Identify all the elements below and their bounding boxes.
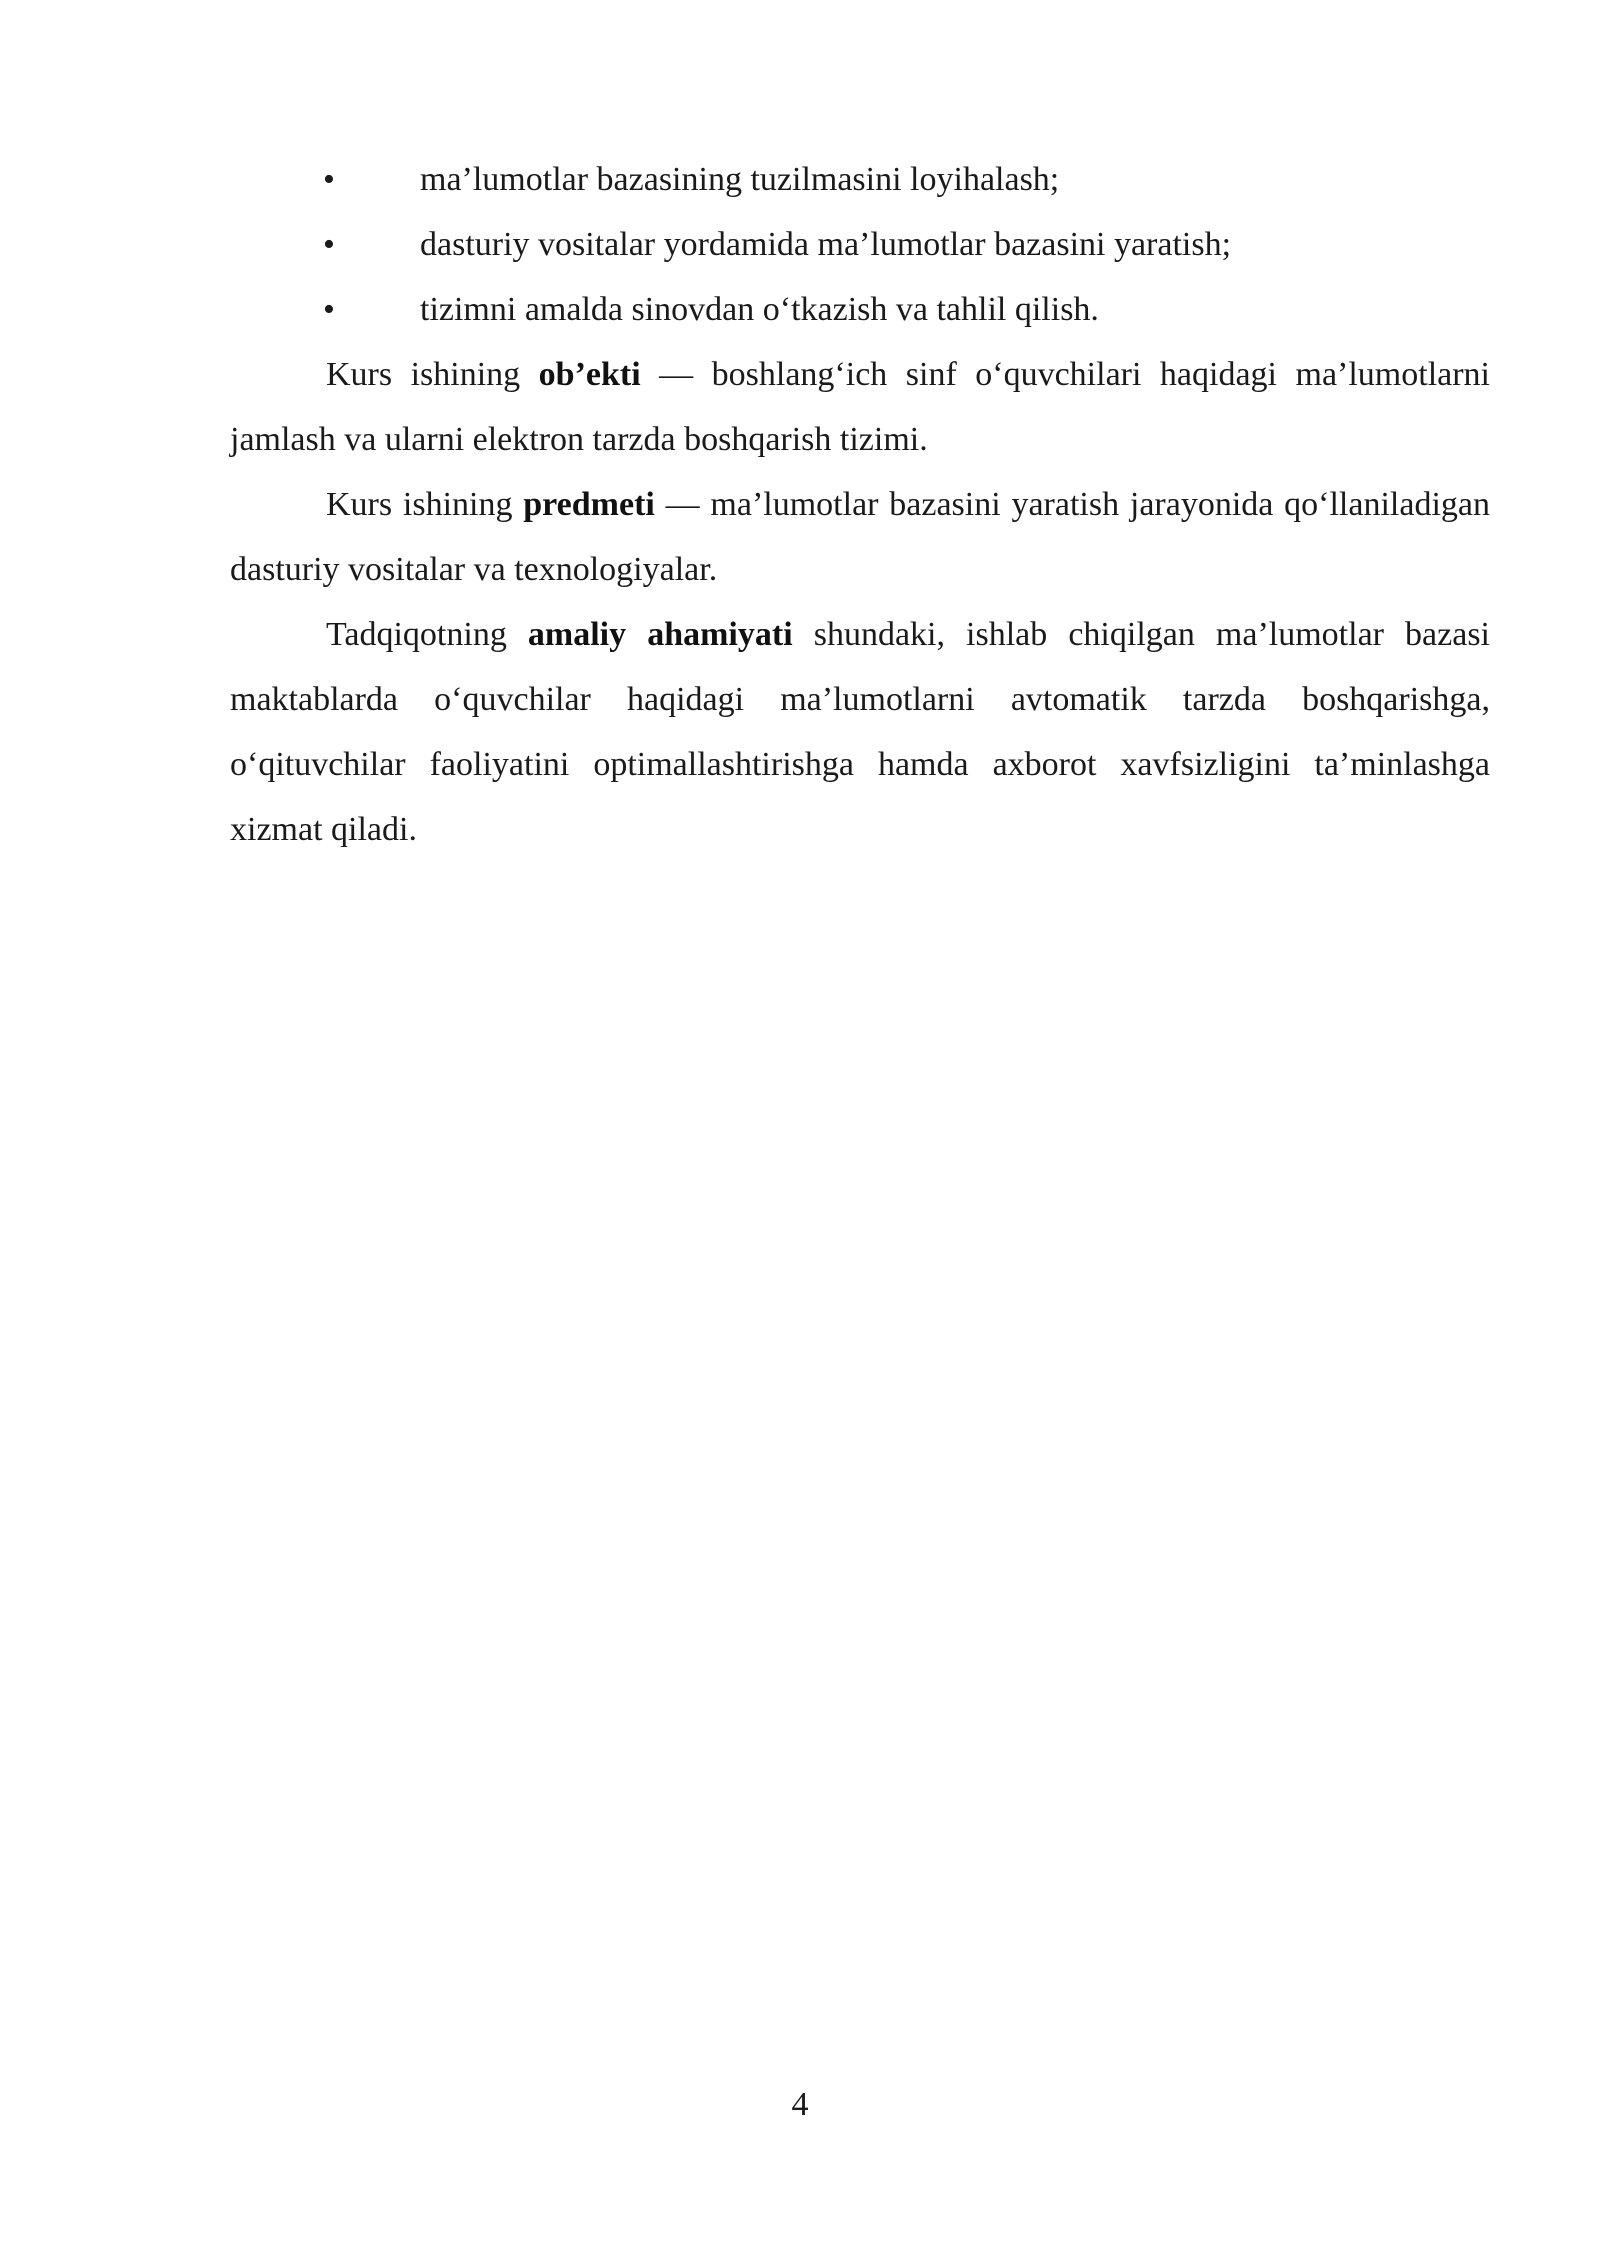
- bullet-icon: •: [323, 226, 335, 263]
- bullet-text: ma’lumotlar bazasining tuzilmasini loyihalash;: [420, 161, 1060, 198]
- paragraph-object: [230, 342, 1490, 472]
- bullet-icon: •: [323, 161, 335, 198]
- paragraph-subject: [230, 472, 1490, 602]
- bullet-list: [230, 147, 1490, 342]
- page-number: 4: [791, 2086, 809, 2123]
- bullet-text: dasturiy vositalar yordamida ma’lumotlar bazasini yaratish;: [420, 226, 1232, 263]
- paragraph-text: — boshlang‘ich sinf o‘quvchilari haqidagi ma’lumotlarni jamlash va ularni elektron tarzda boshqarish tizimi.: [230, 356, 1490, 458]
- bold-term: amaliy ahamiyati: [527, 616, 793, 653]
- paragraph-text: shundaki, ishlab chiqilgan ma’lumotlar bazasi maktablarda o‘quvchilar haqidagi ma’lumotlarni avtomatik tarzda boshqarishga, o‘qituvchilar faoliyatini optimallashtirishga hamda axborot xavfsizligini ta’minlashga xizmat qiladi.: [230, 616, 1490, 848]
- paragraph-text: — ma’lumotlar bazasini yaratish jarayonida qo‘llaniladigan dasturiy vositalar va texnologiyalar.: [230, 486, 1490, 588]
- bold-term: ob’ekti: [538, 356, 641, 393]
- paragraph-text: Kurs ishining: [326, 486, 524, 523]
- bullet-item: [230, 277, 1490, 342]
- page-content: [230, 147, 1490, 862]
- paragraph-text: Kurs ishining: [326, 356, 539, 393]
- bullet-icon: •: [323, 291, 335, 328]
- bullet-item: [230, 147, 1490, 212]
- bold-term: predmeti: [523, 486, 655, 523]
- paragraph-text: Tadqiqotning: [326, 616, 528, 653]
- bullet-text: tizimni amalda sinovdan o‘tkazish va tahlil qilish.: [420, 291, 1099, 328]
- bullet-item: [230, 212, 1490, 277]
- paragraph-significance: [230, 602, 1490, 862]
